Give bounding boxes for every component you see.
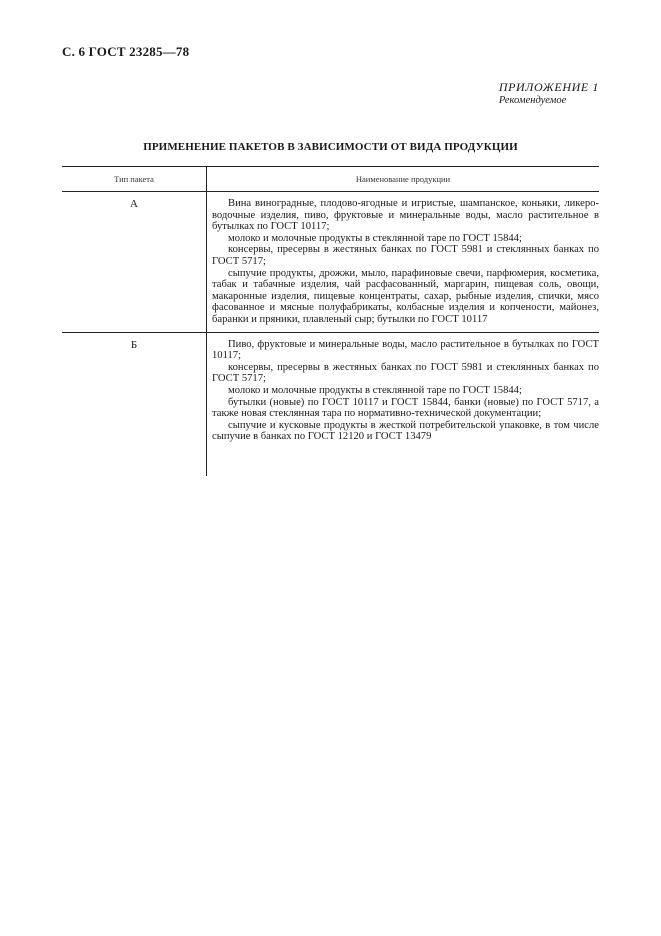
product-item: консервы, пресервы в жестяных банках по ГОСТ 5981 и стеклянных банках по ГОСТ 5717; [212,244,599,267]
product-item: Вина виноградные, плодово-ягодные и игристые, шампанское, коньяки, ликеро-водочные изделия, пиво, фруктовые и минеральные воды, масло растительное в бутылках по ГОСТ 10117; [212,198,599,233]
table-row-b [62,333,599,443]
page-header: С. 6 ГОСТ 23285—78 [62,44,190,59]
table-row-a [62,192,599,333]
appendix-status: Рекомендуемое [498,95,567,106]
package-type-cell: А [130,198,138,210]
column-header-type: Тип пакета [114,174,154,184]
product-item: молоко и молочные продукты в стеклянной таре по ГОСТ 15844; [228,232,522,244]
product-item: сыпучие и кусковые продукты в жесткой потребительской упаковке, в том числе сыпучие в банках по ГОСТ 12120 и ГОСТ 13479 [212,419,599,443]
products-cell [212,192,599,326]
product-item: бутылки (новые) по ГОСТ 10117 и ГОСТ 15844, банки (новые) по ГОСТ 5717, а также новая стеклянная тара по нормативно-технической документации; [212,396,599,420]
appendix-block [499,80,599,108]
product-item: молоко и молочные продукты в стеклянной таре по ГОСТ 15844; [228,384,522,396]
table-top-rule [62,166,599,167]
product-item: Пиво, фруктовые и минеральные воды, масло растительное в бутылках по ГОСТ 10117; [212,338,599,362]
product-item: консервы, пресервы в жестяных банках по ГОСТ 5981 и стеклянных банках по ГОСТ 5717; [212,361,599,385]
product-item: сыпучие продукты, дрожжи, мыло, парафиновые свечи, парфюмерия, косметика, табак и табачные изделия, чай расфасованный, маргарин, пищевая соль, овощи, макаронные изделия, пищевые концентраты, сахар, рыбные изделия, спички, мясо фасованное и мясные полуфабрикаты, колбасные изделия и копчености, майонез, баранки и пряники, плавленый сыр; бутылки по ГОСТ 10117 [212,267,599,325]
products-cell [212,333,599,443]
document-title: ПРИМЕНЕНИЕ ПАКЕТОВ В ЗАВИСИМОСТИ ОТ ВИДА ПРОДУКЦИИ [143,141,518,153]
package-type-cell: Б [130,338,138,351]
appendix-title: ПРИЛОЖЕНИЕ 1 [498,80,599,94]
column-header-products: Наименование продукции [355,174,451,184]
table-body [62,192,599,443]
